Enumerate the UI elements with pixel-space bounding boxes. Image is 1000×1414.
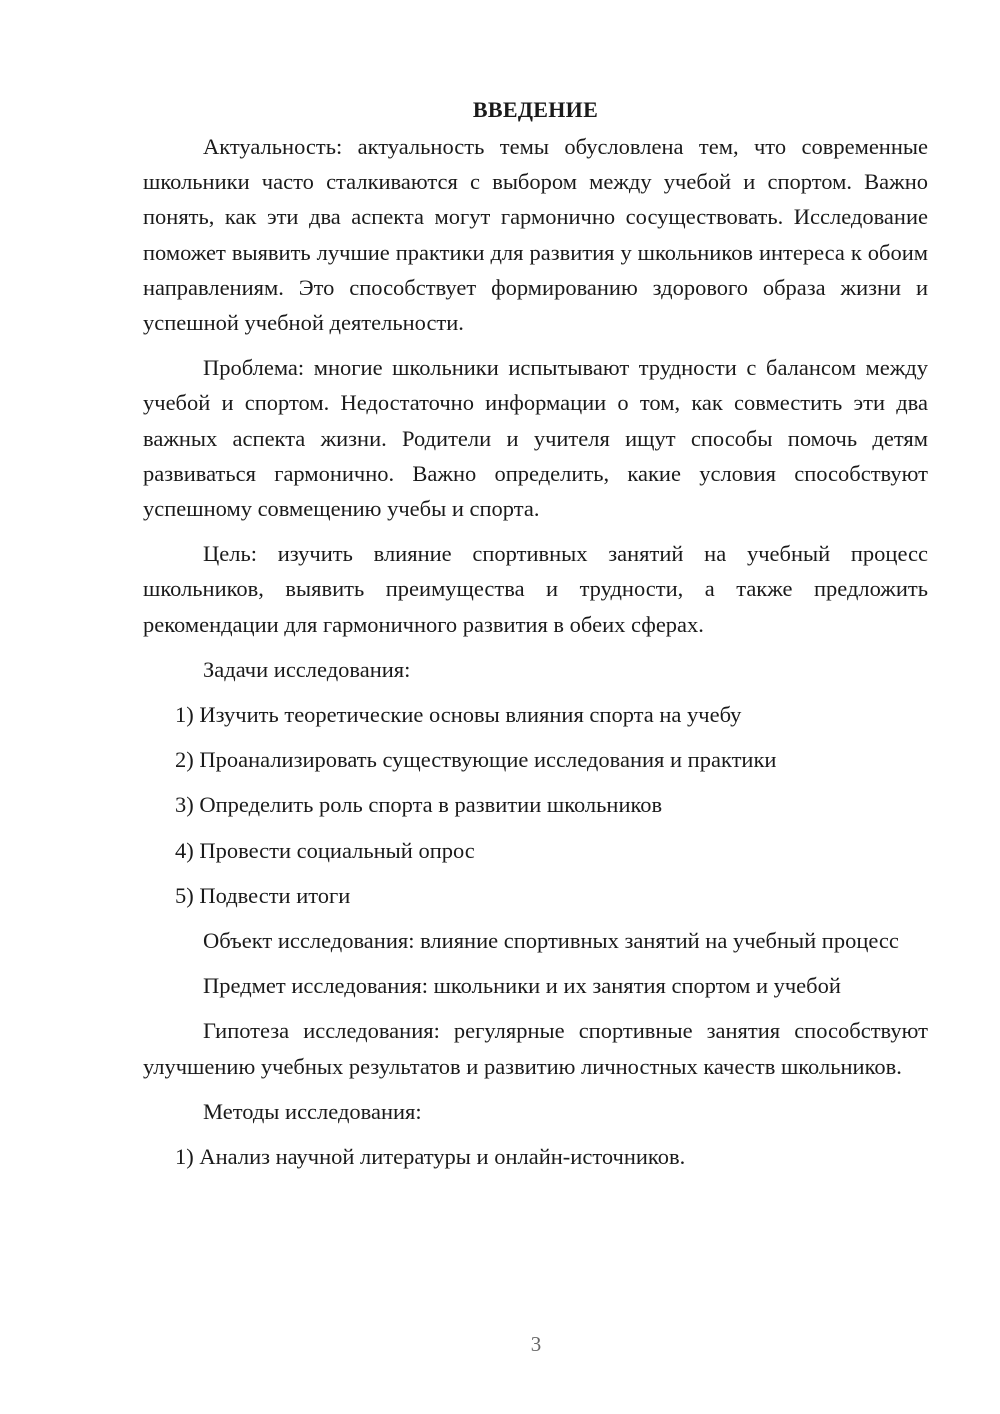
methods-heading: Методы исследования: bbox=[203, 1098, 422, 1124]
tasks-heading: Задачи исследования: bbox=[203, 656, 411, 682]
method-item-1: 1) Анализ научной литературы и онлайн-источников. bbox=[175, 1144, 686, 1170]
task-item-4: 4) Провести социальный опрос bbox=[175, 837, 475, 863]
object-paragraph: Объект исследования: влияние спортивных занятий на учебный процесс bbox=[203, 928, 899, 954]
task-item-2: 2) Проанализировать существующие исследования и практики bbox=[175, 747, 777, 773]
problem-paragraph: Проблема: многие школьники испытывают трудности с балансом между учебой и спортом. Недостаточно информации о том, как совместить эти два важных аспекта жизни. Родители и учителя ищут способы помочь детям развиваться гармонично. Важно определить, какие условия способствуют успешному совмещению учебы и спорта. bbox=[143, 355, 928, 522]
task-item-5: 5) Подвести итоги bbox=[175, 882, 351, 908]
page-number: 3 bbox=[530, 1332, 542, 1356]
relevance-paragraph: Актуальность: актуальность темы обусловлена тем, что современные школьники часто сталкиваются с выбором между учебой и спортом. Важно понять, как эти два аспекта могут гармонично сосуществовать. Исследование поможет выявить лучшие практики для развития у школьников интереса к обоим направлениям. Это способствует формированию здорового образа жизни и успешной учебной деятельности. bbox=[143, 134, 928, 336]
subject-paragraph: Предмет исследования: школьники и их занятия спортом и учебой bbox=[203, 973, 841, 999]
section-title: ВВЕДЕНИЕ bbox=[472, 97, 599, 122]
document-page bbox=[143, 92, 928, 1184]
task-item-3: 3) Определить роль спорта в развитии школьников bbox=[175, 792, 663, 818]
goal-paragraph: Цель: изучить влияние спортивных занятий на учебный процесс школьников, выявить преимущества и трудности, а также предложить рекомендации для гармоничного развития в обеих сферах. bbox=[143, 541, 928, 637]
task-item-1: 1) Изучить теоретические основы влияния спорта на учебу bbox=[175, 702, 742, 728]
hypothesis-paragraph: Гипотеза исследования: регулярные спортивные занятия способствуют улучшению учебных результатов и развитию личностных качеств школьников. bbox=[143, 1018, 928, 1079]
